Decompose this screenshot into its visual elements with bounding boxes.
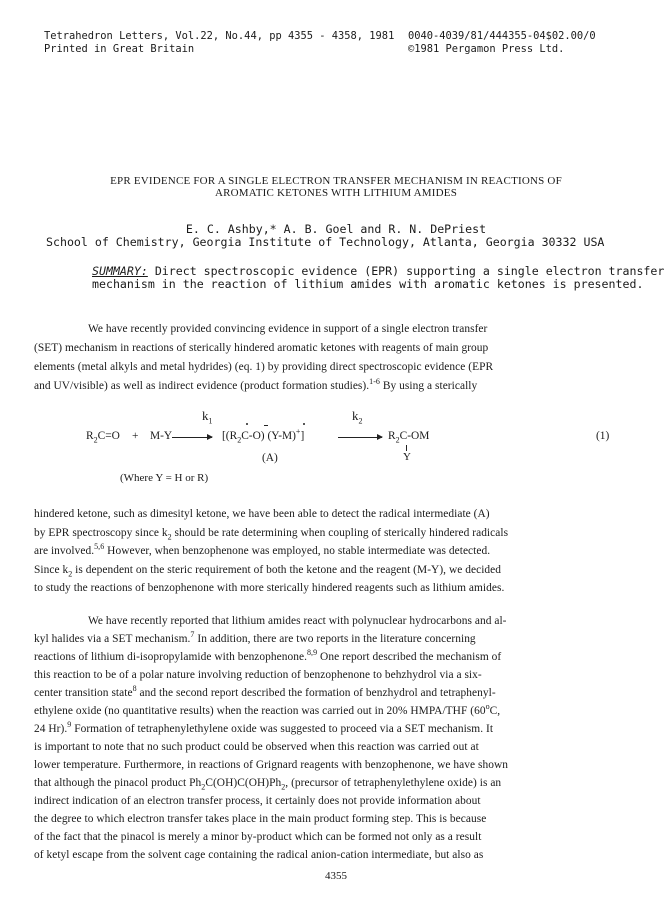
para3-line xyxy=(34,684,496,699)
eq-radical-dot xyxy=(303,423,305,425)
summary-line1 xyxy=(92,264,664,278)
article-title-line1: EPR EVIDENCE FOR A SINGLE ELECTRON TRANSFER MECHANISM IN REACTIONS OF xyxy=(110,175,562,187)
issn-price: 0040-4039/81/444355-04$02.00/0 xyxy=(408,30,596,42)
summary-line2: mechanism in the reaction of lithium amides with aromatic ketones is presented. xyxy=(92,277,644,291)
para3-line: is important to note that no such product could be observed when this reaction was carried out at xyxy=(34,741,479,753)
eq-product xyxy=(388,430,430,445)
para3-line xyxy=(34,777,502,792)
eq-arrow-2 xyxy=(338,437,382,438)
text: k xyxy=(202,408,209,423)
printed-in: Printed in Great Britain xyxy=(44,43,195,55)
text: are involved. xyxy=(34,545,95,557)
para1-line: (SET) mechanism in reactions of sterically hindered aromatic ketones with reagents of main group xyxy=(34,342,489,354)
text: ethylene oxide (no quantitative results) when the reaction was carried out in 20% HMPA/THF (60 xyxy=(34,705,486,717)
citation: 8,9 xyxy=(307,648,318,658)
text: C(OH)C(OH)Ph xyxy=(205,777,282,789)
text: C-O) (Y-M) xyxy=(241,430,296,442)
subscript: 2 xyxy=(281,782,286,792)
superscript: o xyxy=(485,702,490,712)
text: [(R xyxy=(222,430,238,442)
para3-line: indirect indication of an electron transfer process, it certainly does not provide information about xyxy=(34,795,481,807)
text: that although the pinacol product Ph xyxy=(34,777,202,789)
text: and the second report described the formation of benzhydrol and tetraphenyl- xyxy=(136,687,496,699)
para3-line xyxy=(34,630,476,645)
subscript: 2 xyxy=(395,435,400,445)
text: , (precursor of tetraphenylethylene oxide) is an xyxy=(285,777,502,789)
para3-line: this reaction to be of a polar nature involving reduction of benzophenone to behzhydrol via a six- xyxy=(34,669,482,681)
eq-anion-minus xyxy=(264,425,268,426)
subscript: 2 xyxy=(237,435,242,445)
text: 24 Hr). xyxy=(34,723,68,735)
eq-reactant-ketone xyxy=(86,430,120,445)
author-list: E. C. Ashby,* A. B. Goel and R. N. DePriest xyxy=(185,222,487,236)
para2-line xyxy=(34,527,509,542)
citation: 5,6 xyxy=(94,542,105,552)
summary-text: Direct spectroscopic evidence (EPR) supporting a single electron transfer xyxy=(147,264,665,278)
page-number: 4355 xyxy=(325,870,347,882)
text: and UV/visible) as well as indirect evidence (product formation studies). xyxy=(34,380,370,392)
subscript: 1 xyxy=(208,416,213,426)
para1-line: We have recently provided convincing evidence in support of a single electron transfer xyxy=(88,323,488,335)
eq-intermediate-label: (A) xyxy=(262,452,278,464)
eq-k2-label xyxy=(352,408,363,424)
text: R xyxy=(388,430,396,442)
subscript: 2 xyxy=(201,782,206,792)
text: reactions of lithium di-isopropylamide with benzophenone. xyxy=(34,651,307,663)
text: R xyxy=(86,430,94,442)
text: C-OM xyxy=(399,430,430,442)
eq-product-y: Y xyxy=(403,451,411,463)
text: Formation of tetraphenylethylene oxide was suggested to proceed via a SET mechanism. It xyxy=(71,723,494,735)
eq-k1-label xyxy=(202,408,213,424)
text: ] xyxy=(300,430,305,442)
affiliation: School of Chemistry, Georgia Institute of Technology, Atlanta, Georgia 30332 USA xyxy=(46,235,605,249)
text: is dependent on the steric requirement of both the ketone and the reagent (M-Y), we decided xyxy=(72,564,502,576)
para3-line: of the fact that the pinacol is merely a minor by-product which can be formed not only as a result xyxy=(34,831,482,843)
text: by EPR spectroscopy since k xyxy=(34,527,168,539)
text: C=O xyxy=(97,430,120,442)
citation: 7 xyxy=(190,630,195,640)
para2-line: to study the reactions of benzophenone with more sterically hindered reagents such as lithium amides. xyxy=(34,582,505,594)
subscript: 2 xyxy=(358,416,363,426)
para3-line xyxy=(34,720,494,735)
eq-plus: + xyxy=(132,430,139,442)
para2-line xyxy=(34,564,502,579)
subscript: 2 xyxy=(167,532,172,542)
copyright: ©1981 Pergamon Press Ltd. xyxy=(408,43,565,55)
eq-reagent: M-Y xyxy=(150,430,173,442)
article-title-line2: AROMATIC KETONES WITH LITHIUM AMIDES xyxy=(214,187,458,199)
citation: 1-6 xyxy=(369,377,380,387)
text: should be rate determining when coupling of sterically hindered radicals xyxy=(171,527,509,539)
citation: 9 xyxy=(67,720,72,730)
para3-line: the degree to which electron transfer takes place in the main product forming step. This is because xyxy=(34,813,487,825)
text: center transition state xyxy=(34,687,133,699)
text: However, when benzophenone was employed, no stable intermediate was detected. xyxy=(104,545,491,557)
para1-line: elements (metal alkyls and metal hydrides) (eq. 1) by providing direct spectroscopic evidence (EPR xyxy=(34,361,494,373)
para2-line xyxy=(34,542,491,557)
text: C, xyxy=(489,705,501,717)
subscript: 2 xyxy=(93,435,98,445)
text: In addition, there are two reports in the literature concerning xyxy=(194,633,476,645)
para3-line: We have recently reported that lithium amides react with polynuclear hydrocarbons and al- xyxy=(88,615,507,627)
citation: 8 xyxy=(132,684,137,694)
para3-line: lower temperature. Furthermore, in reactions of Grignard reagents with benzophenone, we have shown xyxy=(34,759,508,771)
text: One report described the mechanism of xyxy=(317,651,502,663)
eq-arrow-1 xyxy=(172,437,212,438)
para3-line: of ketyl escape from the solvent cage containing the radical anion-cation intermediate, but also as xyxy=(34,849,484,861)
para3-line xyxy=(34,648,502,663)
para2-line: hindered ketone, such as dimesityl ketone, we have been able to detect the radical intermediate (A) xyxy=(34,508,490,520)
text: Since k xyxy=(34,564,69,576)
text: By using a sterically xyxy=(379,380,478,392)
text: kyl halides via a SET mechanism. xyxy=(34,633,191,645)
subscript: 2 xyxy=(68,569,73,579)
para3-line xyxy=(34,702,501,717)
eq-intermediate xyxy=(222,427,305,445)
superscript: + xyxy=(295,427,301,437)
para1-line xyxy=(34,377,478,392)
summary-label: SUMMARY: xyxy=(92,264,148,278)
eq-where-note: (Where Y = H or R) xyxy=(120,472,209,484)
eq-number: (1) xyxy=(596,430,610,442)
journal-citation: Tetrahedron Letters, Vol.22, No.44, pp 4355 - 4358, 1981 xyxy=(44,30,395,42)
text: k xyxy=(352,408,359,423)
eq-radical-dot xyxy=(246,423,248,425)
